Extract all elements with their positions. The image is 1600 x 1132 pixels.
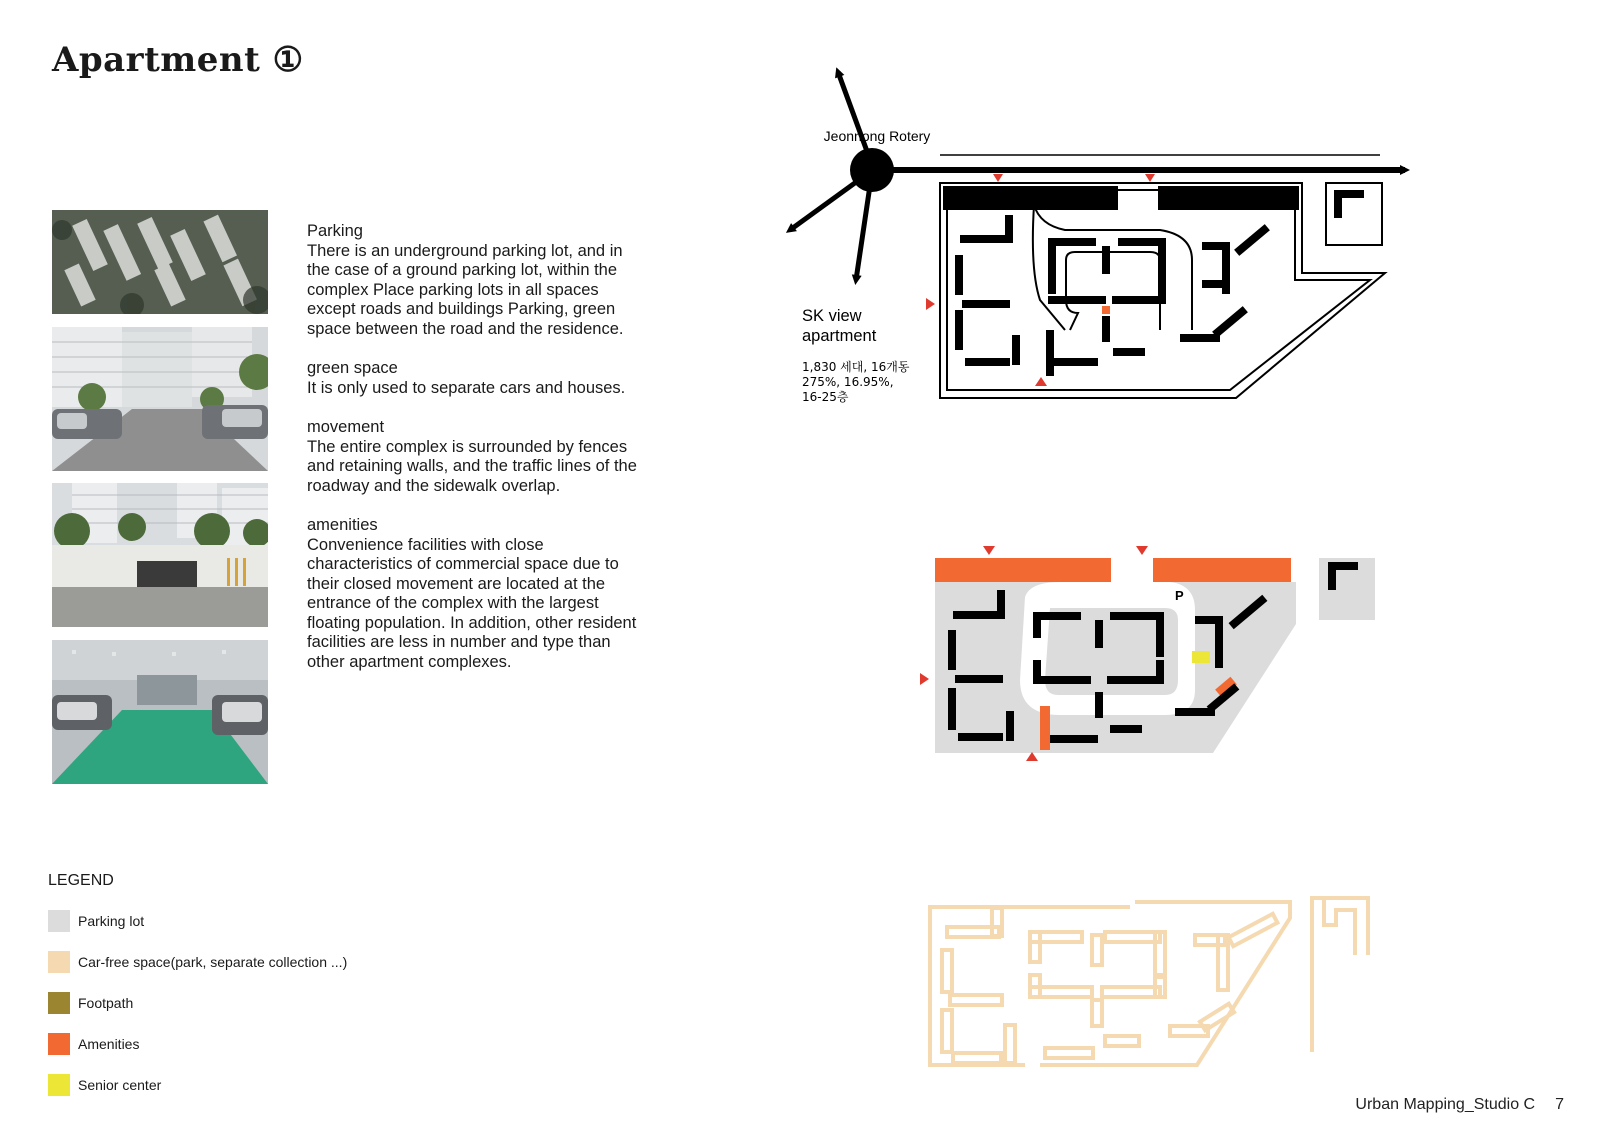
site-context-map [760,50,1440,410]
section-green-space [307,359,637,398]
legend-swatch [48,910,70,932]
legend-item-senior-center [48,1064,347,1105]
road-loop [1020,582,1195,715]
description-text [307,222,637,692]
legend-swatch [48,951,70,973]
aerial-photo [52,210,268,314]
apartment-stats-line3: 16-25층 [802,390,849,404]
legend-title: LEGEND [48,872,114,889]
legend-swatch [48,992,70,1014]
rotary-label: Jeonnong Rotery [823,128,931,144]
legend [48,872,347,1105]
legend-label: Car-free space(park, separate collection ...) [78,953,348,970]
section-body: The entire complex is surrounded by fences and retaining walls, and the traffic lines of the roadway and the sidewalk overlap. [307,437,637,495]
legend-item-amenities [48,1023,347,1064]
section-heading: movement [307,417,385,436]
apartment-name-line1: SK view [802,307,862,325]
legend-label: Amenities [78,1035,140,1052]
amenity-marker [1102,306,1110,314]
legend-label: Footpath [78,994,134,1011]
site-streets [1033,205,1192,330]
section-heading: amenities [307,515,378,534]
legend-item-car-free-space [48,941,347,982]
footer-label: Urban Mapping_Studio C [1355,1096,1536,1113]
underground-parking-photo [52,640,268,784]
page-footer [1335,1096,1564,1114]
section-amenities [307,516,637,673]
parking-marker: P [1175,588,1184,603]
legend-swatch [48,1074,70,1096]
legend-label: Senior center [78,1076,162,1093]
section-heading: Parking [307,222,363,240]
parking-lot-photo [52,327,268,471]
apartment-stats-line1: 1,830 세대, 16개동 [802,360,910,374]
senior-center [1192,651,1210,663]
car-free-outline [930,898,1368,1065]
legend-item-parking-lot [48,900,347,941]
section-parking [307,222,637,340]
rotary-node [850,148,894,192]
car-free-map [925,885,1375,1070]
section-body: It is only used to separate cars and houses. [307,378,626,397]
page-number: 7 [1555,1096,1564,1113]
underground-entrance-photo [52,483,268,627]
section-body: Convenience facilities with close characteristics of commercial space due to their closed movement are located at the entrance of the complex with the largest floating population. In addition, other resident facilities are less in number and type than other apartment complexes. [307,535,637,672]
section-heading: green space [307,359,398,378]
legend-item-footpath [48,982,347,1023]
page-title: Apartment ① [52,40,304,80]
section-movement [307,418,637,496]
section-body: There is an underground parking lot, and in the case of a ground parking lot, within the complex Place parking lots in all spaces except roads and buildings Parking, green space between the road and the residence. [307,241,624,338]
land-use-map [915,540,1395,770]
apartment-stats-line2: 275%, 16.95%, [802,375,894,389]
legend-label: Parking lot [78,912,145,929]
apartment-name-line2: apartment [802,327,877,345]
legend-swatch [48,1033,70,1055]
